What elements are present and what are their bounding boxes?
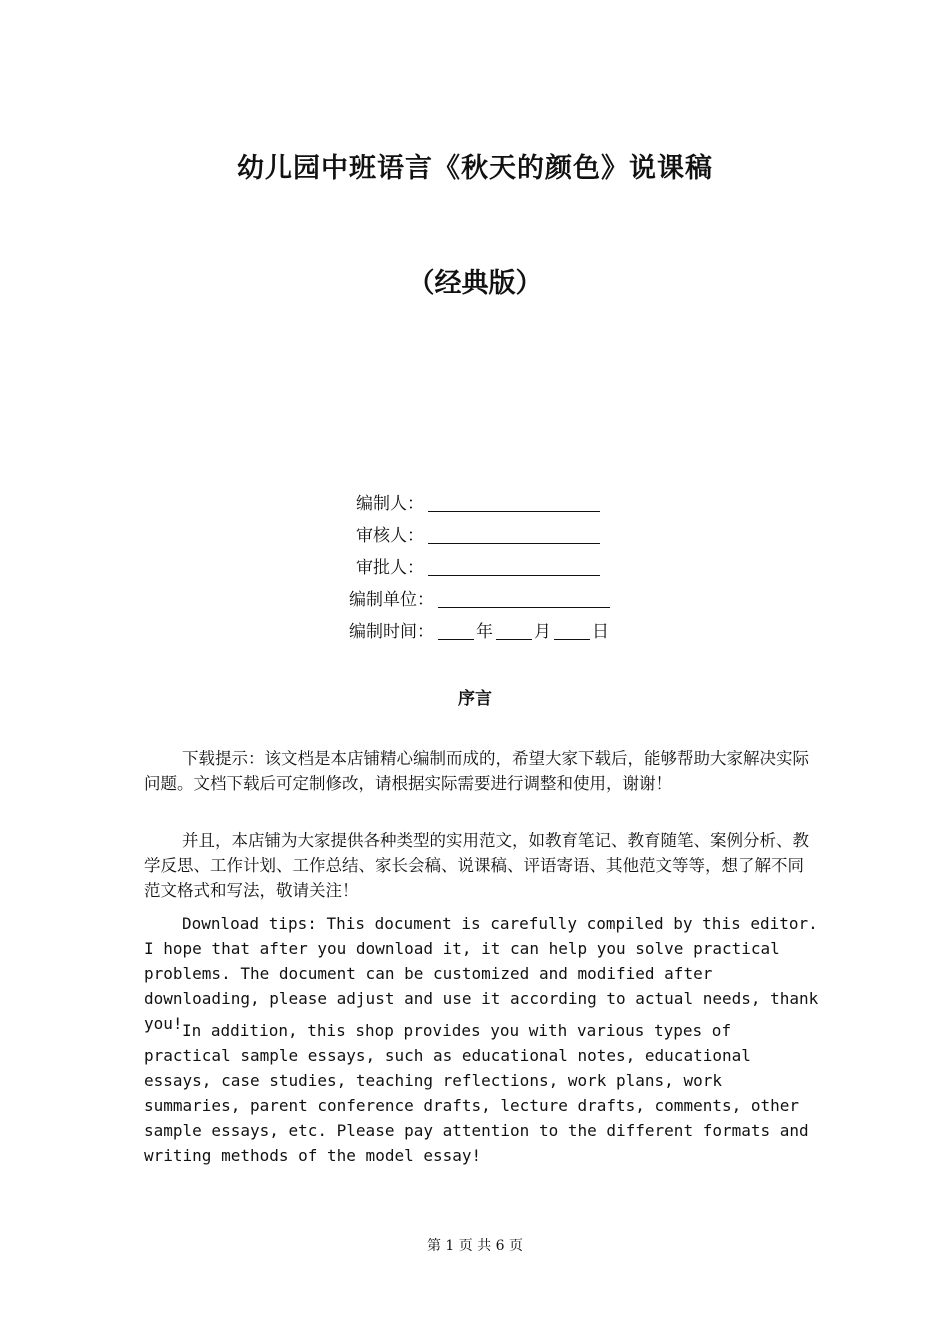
reviewer-field — [0, 520, 950, 552]
approver-blank-line[interactable] — [428, 575, 600, 576]
editor-blank-line[interactable] — [428, 511, 600, 512]
year-label: 年 — [476, 622, 493, 642]
unit-blank-line[interactable] — [438, 607, 610, 608]
reviewer-blank-line[interactable] — [428, 543, 600, 544]
reviewer-label: 审核人： — [356, 526, 424, 546]
month-label: 月 — [534, 622, 551, 642]
approver-label: 审批人： — [356, 558, 424, 578]
page-number-footer: 第 1 页 共 6 页 — [426, 1238, 524, 1254]
unit-label: 编制单位： — [349, 590, 434, 610]
year-blank-line[interactable] — [438, 639, 474, 640]
preface-paragraph-4: In addition, this shop provides you with various types of practical sample essays, such as educational notes, educational essays, case studies, teaching reflections, work plans, work summaries, parent conference drafts, lecture drafts, comments, other sample essays, etc. Please pay attention to the different formats and writing methods of the model essay! — [144, 1021, 809, 1165]
preface-paragraph-1: 下载提示：该文档是本店铺精心编制而成的，希望大家下载后，能够帮助大家解决实际问题。文档下载后可定制修改，请根据实际需要进行调整和使用，谢谢！ — [144, 749, 809, 793]
approver-field — [0, 552, 950, 584]
month-blank-line[interactable] — [496, 639, 532, 640]
day-label: 日 — [592, 622, 609, 642]
unit-field — [0, 584, 950, 616]
preface-paragraph-2: 并且，本店铺为大家提供各种类型的实用范文，如教育笔记、教育随笔、案例分析、教学反思、工作计划、工作总结、家长会稿、说课稿、评语寄语、其他范文等等，想了解不同范文格式和写法，敬请关注！ — [144, 831, 809, 900]
time-label: 编制时间： — [349, 622, 434, 642]
document-subtitle: （经典版） — [407, 268, 543, 299]
editor-label: 编制人： — [356, 494, 424, 514]
document-title: 幼儿园中班语言《秋天的颜色》说课稿 — [237, 153, 713, 184]
time-field — [0, 616, 950, 648]
day-blank-line[interactable] — [554, 639, 590, 640]
approval-fields — [0, 488, 950, 648]
editor-field — [0, 488, 950, 520]
preface-heading: 序言 — [458, 689, 492, 709]
preface-paragraph-3: Download tips: This document is carefully compiled by this editor. I hope that after you download it, it can help you solve practical problems. The document can be customized and modified after downloading, please adjust and use it according to actual needs, thank you! — [144, 914, 819, 1033]
